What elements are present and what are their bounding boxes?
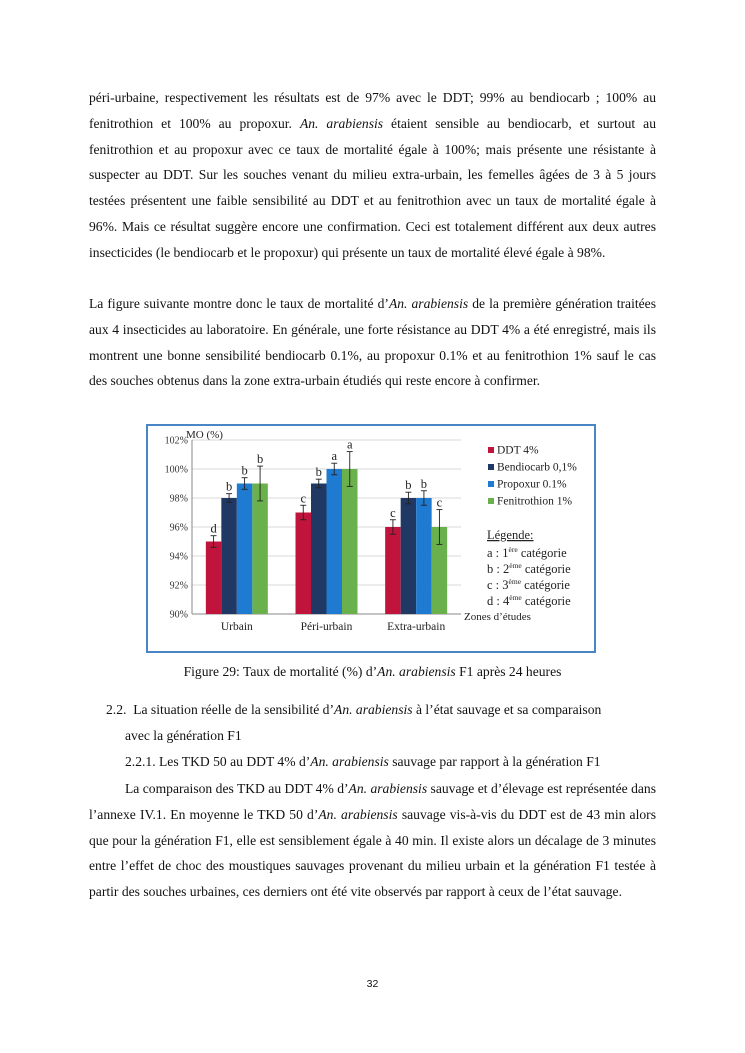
significance-letter: a (346, 437, 353, 452)
legend-swatch (488, 464, 494, 470)
y-axis-label: MO (%) (186, 429, 223, 441)
legend-note-item: c : 3ème catégorie (487, 577, 570, 592)
paragraph-1 (89, 85, 656, 266)
paragraph-3-text-a: La comparaison des TKD au DDT 4% d’ (125, 781, 349, 796)
bar (296, 513, 312, 615)
bar (416, 498, 432, 614)
figure-29-chart-frame (146, 424, 596, 653)
significance-letter: b (315, 465, 322, 480)
legend-swatch (488, 481, 494, 487)
significance-letter: c (300, 491, 307, 506)
bar (206, 542, 222, 615)
y-tick-label: 94% (169, 551, 188, 563)
species-name: An. arabiensis (310, 754, 389, 769)
significance-letter: d (210, 521, 217, 536)
paragraph-3 (89, 776, 656, 905)
section-title-a: La situation réelle de la sensibilité d’ (133, 702, 335, 717)
significance-letter: b (256, 452, 264, 467)
paragraph-1-text-b: étaient sensible au bendiocarb, et surtout au fenitrothion et au propoxur avec ce taux de mortalité égale à 100%; mais présente une résistante à suspecter au DDT. Sur les souches venant du milieu extra-urbain, les femelles âgées de 3 à 5 jours testées présentent une faible sensibilité au DDT et au fenitrothion avec un taux de mortalité égale à 96%. Mais ce résultat suggère encore une confirmation. Ceci est totalement différent aux deux autres insecticides (le bendiocarb et le propoxur) qui présente un taux de mortalité élevé égale à 98%. (89, 115, 656, 260)
significance-letter: c (390, 505, 396, 520)
figure-caption (0, 664, 745, 680)
bar (252, 484, 268, 615)
significance-letter: b (420, 476, 428, 491)
paragraph-1-text-a: péri-urbaine, respectivement les résultats est de 97% avec le DDT; 99% au bendiocarb ; 100% au fenitrothion et 100% au propoxur. (89, 90, 656, 131)
species-name: An. arabiensis (388, 296, 469, 311)
y-tick-label: 102% (164, 435, 188, 447)
legend-note-item: b : 2ème catégorie (487, 561, 571, 576)
significance-letter: b (241, 463, 248, 478)
bar (327, 469, 343, 614)
y-tick-label: 96% (169, 522, 188, 534)
bar (237, 484, 253, 615)
legend-label: DDT 4% (497, 444, 539, 457)
legend-note-item: d : 4ème catégorie (487, 593, 571, 608)
significance-letter: b (405, 478, 412, 493)
section-heading-2-2-1 (125, 754, 601, 770)
significance-letter: a (331, 449, 338, 464)
y-tick-label: 98% (169, 493, 188, 505)
section-title-line2: avec la génération F1 (125, 728, 242, 743)
section-title-b: sauvage par rapport à la génération F1 (388, 754, 601, 769)
section-heading-2-2-line2 (125, 728, 242, 744)
y-tick-label: 92% (169, 580, 188, 592)
section-number: 2.2. (106, 702, 127, 717)
legend-note-item: a : 1ère catégorie (487, 545, 567, 560)
legend-note-title: Légende: (487, 528, 534, 542)
bar-chart (148, 426, 594, 651)
species-name: An. arabiensis (318, 806, 398, 822)
x-tick-label: Urbain (220, 621, 253, 633)
legend-label: Bendiocarb 0,1% (497, 461, 577, 474)
x-tick-label: Péri-urbain (300, 621, 353, 633)
section-heading-2-2 (106, 702, 601, 718)
paragraph-3-text-b: sauvage et d’élevage est représentée dans l’annexe IV.1. En moyenne le TKD 50 d’ (89, 781, 656, 822)
species-name: An. arabiensis (348, 781, 428, 796)
bar (342, 469, 358, 614)
y-tick-label: 100% (164, 464, 188, 476)
species-name: An. arabiensis (334, 702, 413, 717)
section-number: 2.2.1. (125, 754, 156, 769)
significance-letter: b (225, 479, 233, 494)
x-axis-label: Zones d’études (464, 611, 531, 623)
bar (385, 527, 401, 614)
bar (401, 498, 417, 614)
bar (311, 484, 327, 615)
legend-swatch (488, 498, 494, 504)
significance-letter: c (436, 495, 443, 510)
y-tick-label: 90% (169, 609, 188, 621)
legend-swatch (488, 447, 494, 453)
section-title-b: à l’état sauvage et sa comparaison (412, 702, 602, 717)
paragraph-2-text-b: de la première génération traitées aux 4 insecticides au laboratoire. En générale, une forte résistance au DDT 4% a été enregistré, mais ils montrent une bonne sensibilité bendiocarb 0.1%, au propoxur 0.1% et au fenitrothion 1% sauf le cas des souches obtenus dans la zone extra-urbain étudiés qui reste encore à confirmer. (89, 296, 656, 389)
legend-label: Propoxur 0.1% (497, 478, 567, 491)
species-name: An. arabiensis (299, 115, 384, 131)
page-number: 32 (366, 978, 379, 990)
paragraph-3-text-c: sauvage vis-à-vis du DDT est de 43 min alors que pour la génération F1, elle est sensiblement égale à 40 min. Il existe alors un décalage de 3 minutes entre l’effet de choc des moustiques sauvages provenant du milieu urbain et la génération F1 testée à partir des souches urbaines, ces derniers ont été vite observés par rapport à ceux de l’état sauvage. (89, 806, 656, 900)
caption-text-a: Figure 29: Taux de mortalité (%) d’ (183, 664, 378, 679)
x-tick-label: Extra-urbain (387, 621, 446, 633)
legend-label: Fenitrothion 1% (497, 495, 573, 508)
caption-text-b: F1 après 24 heures (455, 664, 562, 679)
bar (221, 498, 237, 614)
section-title-a: Les TKD 50 au DDT 4% d’ (159, 754, 311, 769)
paragraph-2 (89, 291, 656, 394)
paragraph-2-text-a: La figure suivante montre donc le taux de mortalité d’ (89, 296, 389, 311)
species-name: An. arabiensis (377, 664, 456, 679)
